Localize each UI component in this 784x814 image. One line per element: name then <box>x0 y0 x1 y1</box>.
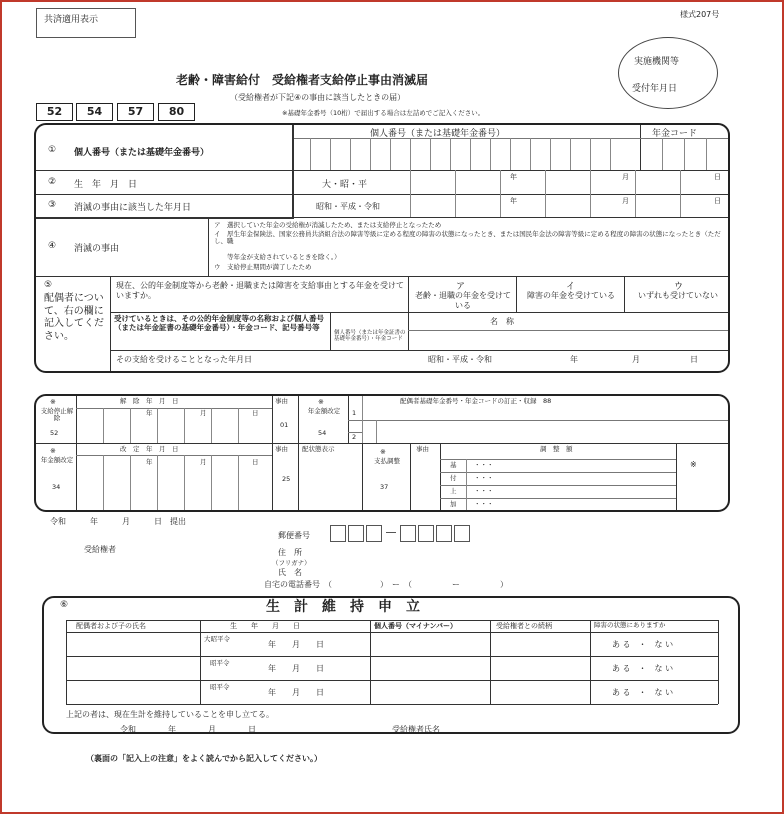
code-01: 01 <box>280 421 289 429</box>
jiyu-3: 事由 <box>416 445 429 453</box>
era-row-1: 大昭平令 <box>204 635 230 643</box>
postal-box-3[interactable] <box>366 525 382 542</box>
mark-kaitei2: ※ <box>50 447 56 455</box>
postal-box-2[interactable] <box>348 525 364 542</box>
start-date-label: その支給を受けることとなった年月日 <box>116 355 252 364</box>
num-34: 34 <box>52 483 61 491</box>
col-header-code: 年金コード <box>652 129 698 139</box>
name-label-applicant: 氏 名 <box>278 568 302 577</box>
aru-nai-row-2[interactable]: あ る ・ な い <box>612 664 674 673</box>
label-2: ② <box>48 177 57 187</box>
opt-a-text[interactable]: 老齢・退職の年金を受けている <box>415 291 511 310</box>
dots-3: ・・・ <box>474 487 494 495</box>
postal-box-4[interactable] <box>400 525 416 542</box>
label-4-text: 消滅の事由 <box>74 244 120 254</box>
jiyu-1: 事由 <box>275 397 288 405</box>
code-57: 57 <box>117 103 154 121</box>
start-date-era: 昭和・平成・令和 <box>428 355 492 364</box>
spouse-question: 現在、公的年金制度等から老齢・退職または障害を支給事由とする年金を受けていますか。 <box>116 281 404 300</box>
aru-nai-row-3[interactable]: あ る ・ な い <box>612 688 674 697</box>
furigana-label: （フリガナ） <box>272 559 311 567</box>
nenkin-kaitei-1: 年金額改定 <box>307 407 341 415</box>
stop-label: 支給停止解除 <box>40 407 74 423</box>
col-disability: 障害の状態にありますか <box>594 621 666 629</box>
section6-label: ⑥ <box>60 600 69 610</box>
opt-a-letter[interactable]: ア <box>456 282 466 292</box>
reason-i-cont: 等年金が支給されているときを除く。） <box>214 253 341 261</box>
ymd-row-2: 年 月 日 <box>268 664 324 673</box>
postal-box-1[interactable] <box>330 525 346 542</box>
kaitei-year: 年 <box>146 458 153 466</box>
status-label: 配状態表示 <box>302 445 335 453</box>
reason-u: ウ 支給停止期間が満了したため <box>214 263 312 271</box>
stop-num: 52 <box>50 429 59 437</box>
form-number: 様式207号 <box>680 10 720 19</box>
opt-i-letter[interactable]: イ <box>566 282 576 292</box>
kaitei-label: 年金額改定 <box>40 456 74 464</box>
submit-date: 令和 年 月 日 提出 <box>50 517 186 526</box>
opt-u-letter[interactable]: ウ <box>674 282 684 292</box>
label-1-text: 個人番号（または基礎年金番号） <box>74 148 210 158</box>
sign-name: 受給権者氏名 <box>392 725 440 734</box>
label-2-text: 生 年 月 日 <box>74 180 138 190</box>
postal-box-6[interactable] <box>436 525 452 542</box>
mark-stop: ※ <box>50 398 56 406</box>
label-3-text: 消滅の事由に該当した年月日 <box>74 203 192 213</box>
spouse-code-label: 配偶者基礎年金番号・年金コードの訂正・収録 88 <box>400 397 552 405</box>
dots-2: ・・・ <box>474 474 494 482</box>
birth-era: 大・昭・平 <box>322 180 368 190</box>
label-4: ④ <box>48 241 57 251</box>
row-1: 1 <box>352 409 357 417</box>
postal-box-7[interactable] <box>454 525 470 542</box>
birth-year: 年 <box>510 173 517 181</box>
start-month: 月 <box>632 355 640 364</box>
footer-note: （裏面の「記入上の注意」をよく読んでから記入してください。） <box>86 754 322 763</box>
date-day: 日 <box>714 197 721 205</box>
kaijo-year: 年 <box>146 409 153 417</box>
start-day: 日 <box>690 355 698 364</box>
tag-text: 共済適用表示 <box>44 15 99 25</box>
code-25: 25 <box>282 475 291 483</box>
era-row-2: 昭平令 <box>210 659 230 667</box>
reason-i: イ 厚生年金保険法、国家公務員共済組合法の障害等級に定める程度の障害の状態になったとき、または国民年金法の障害等級に定める程度の障害の状態になったとき（ただし、職 <box>214 230 721 246</box>
mark-kaitei: ※ <box>318 398 324 406</box>
form-subtitle: （受給権者が下記④の事由に該当したときの届） <box>230 93 406 102</box>
col-birthdate: 生 年 月 日 <box>230 622 300 630</box>
date-month: 月 <box>622 197 629 205</box>
row-ki: 基 <box>450 461 457 469</box>
kaitei-ym: 改 定 年 月 日 <box>120 445 179 453</box>
label-3: ③ <box>48 200 57 210</box>
name-label: 名 称 <box>490 317 514 326</box>
stamp-line2: 受付年月日 <box>632 84 678 94</box>
aru-nai-row-1[interactable]: あ る ・ な い <box>612 640 674 649</box>
postal-box-5[interactable] <box>418 525 434 542</box>
start-year: 年 <box>570 355 578 364</box>
shiharai-label: 支払調整 <box>374 457 400 465</box>
era-row-3: 昭平令 <box>210 683 230 691</box>
label-1: ① <box>48 145 57 155</box>
dots-1: ・・・ <box>474 461 494 469</box>
code-80: 80 <box>158 103 195 121</box>
phone-label: 自宅の電話番号 （ ） ー （ ー ） <box>264 580 508 589</box>
code-52: 52 <box>36 103 73 121</box>
sign-date: 令和 年 月 日 <box>120 725 256 734</box>
form-title: 老齢・障害給付 受給権者支給停止事由消滅届 <box>176 73 429 87</box>
stamp-line1: 実施機関等 <box>634 57 680 67</box>
label-5: ⑤ <box>44 280 53 290</box>
jiyu-2: 事由 <box>275 445 288 453</box>
label-5-text: 配偶者について、右の欄に記入してください。 <box>44 293 104 342</box>
ymd-row-3: 年 月 日 <box>268 688 324 697</box>
row-ka: 加 <box>450 500 457 508</box>
bango-label: 個人番号（または年金証書の基礎年金番号）・年金コード <box>334 330 406 343</box>
mark-right: ※ <box>690 460 697 469</box>
chosei-label: 調 整 額 <box>540 445 573 453</box>
kaijo-ym: 解 除 年 月 日 <box>120 397 179 405</box>
kaijo-day: 日 <box>252 409 259 417</box>
date-year: 年 <box>510 197 517 205</box>
ymd-row-1: 年 月 日 <box>268 640 324 649</box>
kaitei-month: 月 <box>200 458 207 466</box>
dots-4: ・・・ <box>474 500 494 508</box>
header-note: ※基礎年金番号（10桁）で届出する場合は左詰めでご記入ください。 <box>282 109 485 117</box>
code-54: 54 <box>76 103 113 121</box>
row-fu: 付 <box>450 474 457 482</box>
col-header-number: 個人番号（または基礎年金番号） <box>370 129 506 139</box>
receipt-stamp <box>618 37 718 109</box>
birth-day: 日 <box>714 173 721 181</box>
num-37: 37 <box>380 483 389 491</box>
reason-a: ア 選択していた年金の受給権が消滅したため、または支給停止となったため <box>214 221 442 229</box>
opt-u-text[interactable]: いずれも受けていない <box>638 291 718 300</box>
col-spouse-name: 配偶者および子の氏名 <box>76 622 146 630</box>
kaijo-month: 月 <box>200 409 207 417</box>
receiving-note: 受けているときは、その公的年金制度等の名称および個人番号（または年金証書の基礎年金番号）・年金コード、記号番号等 <box>114 314 324 332</box>
postal-label: 郵便番号 <box>278 531 310 540</box>
num-54: 54 <box>318 429 327 437</box>
section6-title: 生 計 維 持 申 立 <box>266 599 420 615</box>
birth-month: 月 <box>622 173 629 181</box>
col-mynumber: 個人番号（マイナンバー） <box>374 622 458 630</box>
row-2: 2 <box>352 433 357 441</box>
address-label: 住 所 <box>278 548 302 557</box>
mark-shiharai: ※ <box>380 448 386 456</box>
postal-dash <box>386 532 396 533</box>
date-era: 昭和・平成・令和 <box>316 202 380 211</box>
kaitei-day: 日 <box>252 458 259 466</box>
opt-i-text[interactable]: 障害の年金を受けている <box>527 291 615 300</box>
declaration: 上記の者は、現在生計を維持していることを申し立てる。 <box>66 710 274 719</box>
juukyuken-label: 受給権者 <box>84 545 116 554</box>
row-jo: 上 <box>450 487 457 495</box>
col-relation: 受給権者との続柄 <box>496 622 552 630</box>
